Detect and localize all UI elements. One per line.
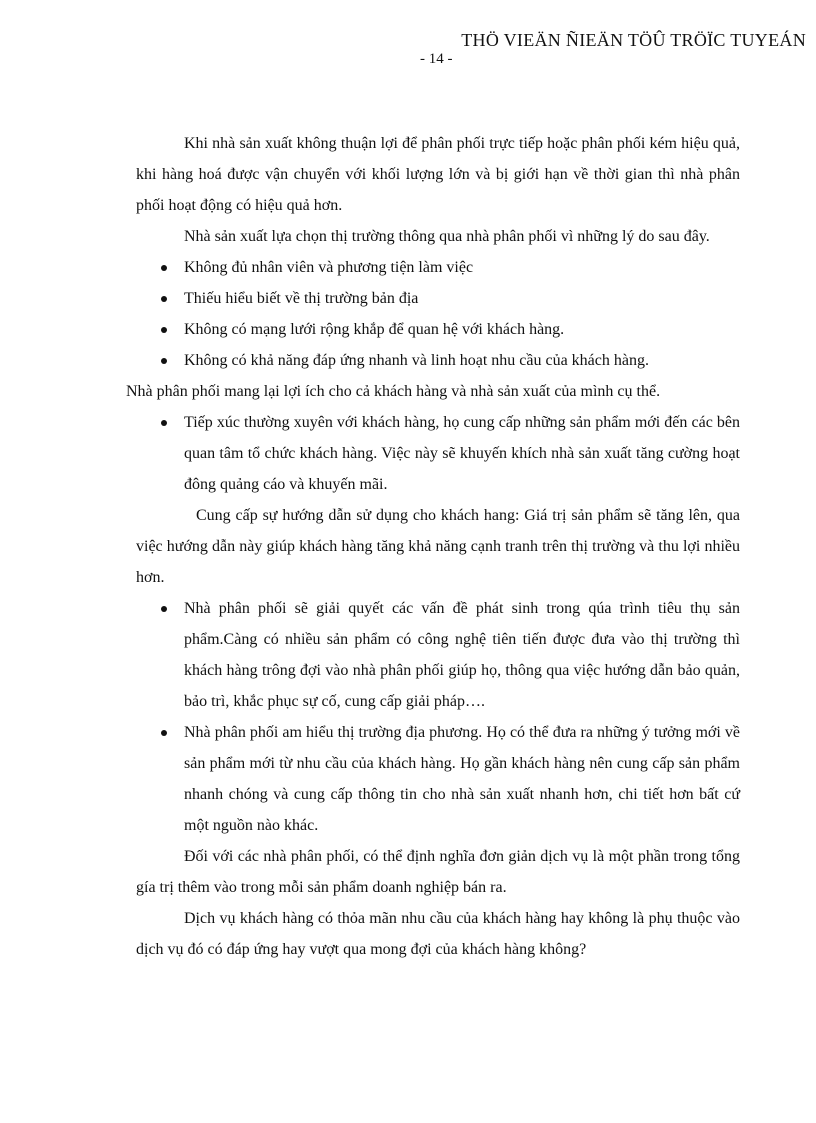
list-item-text: Nhà phân phối sẽ giải quyết các vấn đề phát sinh trong qúa trình tiêu thụ sản phẩm.Càng có nhiều sản phẩm có công nghệ tiên tiến được đưa vào thị trường thì khách hàng trông đợi vào nhà phân phối giúp họ, thông qua việc hướng dẫn bảo quản, bảo trì, khắc phục sự cố, cung cấp giải pháp…. — [184, 600, 740, 710]
list-item-benefit — [136, 717, 740, 841]
paragraph-benefits-lead: Nhà phân phối mang lại lợi ích cho cả khách hàng và nhà sản xuất của mình cụ thể. — [126, 383, 661, 400]
paragraph-guidance: Cung cấp sự hướng dẫn sử dụng cho khách hang: Giá trị sản phẩm sẽ tăng lên, qua việc hướng dẫn này giúp khách hàng tăng khả năng cạnh tranh trên thị trường và thu lợi nhiều hơn. — [136, 507, 740, 586]
list-item-text: Thiếu hiểu biết về thị trường bản địa — [184, 290, 419, 307]
list-item-text: Không có khả năng đáp ứng nhanh và linh hoạt nhu cầu của khách hàng. — [184, 352, 649, 369]
paragraph-reasons-lead: Nhà sản xuất lựa chọn thị trường thông qua nhà phân phối vì những lý do sau đây. — [184, 228, 710, 245]
page-number: - 14 - — [420, 51, 453, 67]
paragraph-intro: Khi nhà sản xuất không thuận lợi để phân phối trực tiếp hoặc phân phối kém hiệu quả, khi hàng hoá được vận chuyển với khối lượng lớn và bị giới hạn về thời gian thì nhà phân phối hoạt động có hiệu quả hơn. — [136, 135, 740, 214]
bullet-icon — [161, 296, 167, 302]
bullet-icon — [161, 327, 167, 333]
list-item-text: Nhà phân phối am hiểu thị trường địa phương. Họ có thể đưa ra những ý tưởng mới về sản phẩm mới từ nhu cầu của khách hàng. Họ gần khách hàng nên cung cấp sản phẩm nhanh chóng và cung cấp thông tin cho nhà sản xuất nhanh hơn, chi tiết hơn bất cứ một nguồn nào khác. — [184, 724, 740, 834]
list-item-text: Không có mạng lưới rộng khắp để quan hệ với khách hàng. — [184, 321, 565, 338]
list-item-benefit — [136, 593, 740, 717]
list-item-text: Tiếp xúc thường xuyên với khách hàng, họ cung cấp những sản phẩm mới đến các bên quan tâm tổ chức khách hàng. Việc này sẽ khuyến khích nhà sản xuất tăng cường hoạt đông quảng cáo và khuyến mãi. — [184, 414, 740, 493]
bullet-icon — [161, 265, 167, 271]
list-item-reason — [136, 252, 740, 283]
list-item-text: Không đủ nhân viên và phương tiện làm việc — [184, 259, 474, 276]
paragraph-service-definition: Đối với các nhà phân phối, có thể định nghĩa đơn giản dịch vụ là một phần trong tổng gía trị thêm vào trong mỗi sản phẩm doanh nghiệp bán ra. — [136, 848, 740, 896]
list-item-reason — [136, 314, 740, 345]
list-item-benefit — [136, 407, 740, 500]
bullet-icon — [161, 606, 167, 612]
bullet-icon — [161, 730, 167, 736]
bullet-icon — [161, 358, 167, 364]
running-header-title: THÖ VIEÄN ÑIEÄN TÖÛ TRÖÏC TUYEÁN — [461, 30, 806, 50]
list-item-reason — [136, 283, 740, 314]
paragraph-service-satisfaction: Dịch vụ khách hàng có thỏa mãn nhu cầu của khách hàng hay không là phụ thuộc vào dịch vụ đó có đáp ứng hay vượt qua mong đợi của khách hàng không? — [136, 910, 740, 958]
bullet-icon — [161, 420, 167, 426]
list-item-reason — [136, 345, 740, 376]
document-body — [126, 128, 740, 965]
